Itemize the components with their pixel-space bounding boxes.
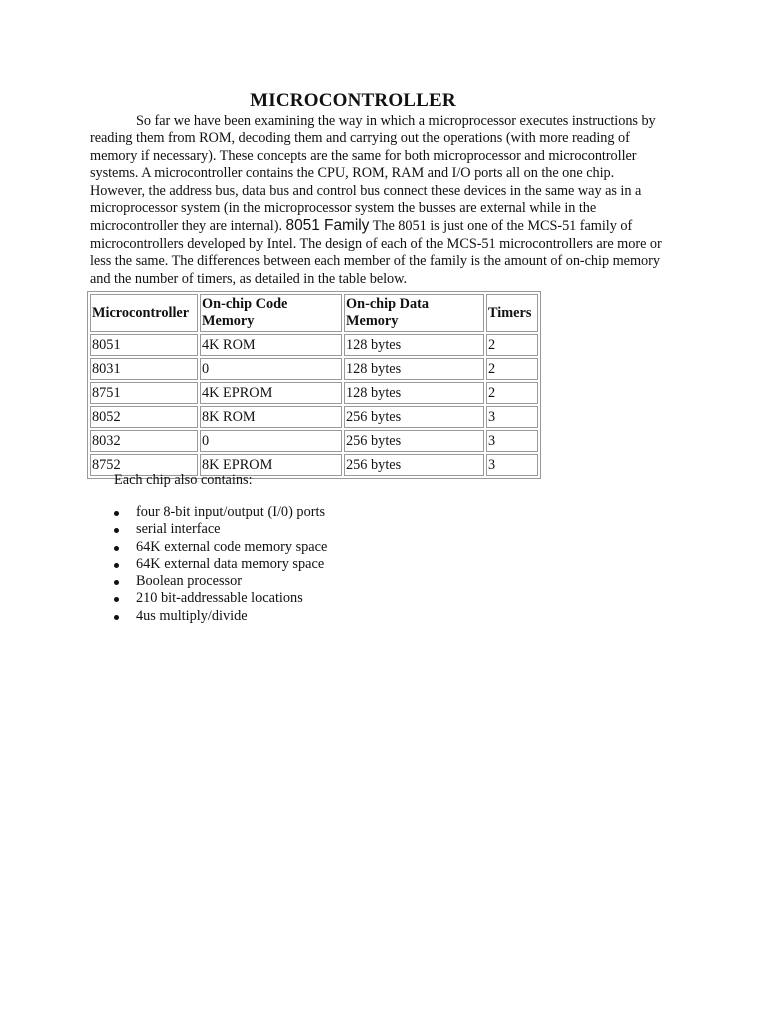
cell-microcontroller: 8052	[90, 406, 198, 428]
list-item-text: 64K external code memory space	[136, 538, 328, 555]
bullet-icon	[114, 615, 119, 620]
list-item-text: Boolean processor	[136, 573, 243, 590]
header-timers: Timers	[486, 294, 538, 332]
cell-data-memory: 128 bytes	[344, 334, 484, 356]
intro-paragraph	[90, 113, 670, 288]
table-row	[90, 334, 538, 356]
cell-timers: 3	[486, 406, 538, 428]
cell-code-memory: 4K EPROM	[200, 382, 342, 404]
cell-timers: 2	[486, 358, 538, 380]
table-row	[90, 430, 538, 452]
header-data-memory: On-chip Data Memory	[344, 294, 484, 332]
list-item	[94, 504, 327, 521]
list-item	[94, 521, 327, 538]
list-item-text: 4us multiply/divide	[136, 607, 248, 624]
list-item-text: 210 bit-addressable locations	[136, 590, 303, 607]
cell-timers: 2	[486, 334, 538, 356]
bullet-icon	[114, 511, 119, 516]
cell-code-memory: 8K EPROM	[200, 454, 342, 476]
page-title: MICROCONTROLLER	[250, 90, 456, 111]
cell-data-memory: 256 bytes	[344, 406, 484, 428]
cell-data-memory: 256 bytes	[344, 454, 484, 476]
family-heading: 8051 Family	[285, 217, 370, 235]
cell-microcontroller: 8751	[90, 382, 198, 404]
cell-timers: 2	[486, 382, 538, 404]
feature-list	[94, 504, 327, 625]
cell-microcontroller: 8032	[90, 430, 198, 452]
cell-code-memory: 8K ROM	[200, 406, 342, 428]
bullet-icon	[114, 563, 119, 568]
table-row	[90, 382, 538, 404]
intro-text: So far we have been examining the way in which a microprocessor executes instructions by reading them from ROM, decoding them and carrying out the operations (with more reading of memory if necessary). These concepts are the same for both microprocessor and microcontroller systems. A microcontroller contains the CPU, ROM, RAM and I/O ports all on the one chip. However, the address bus, data bus and control bus connect these devices in the same way as in a microprocessor system (in the microprocessor system the busses are external while in the microcontroller they are internal).	[90, 113, 656, 235]
bullet-icon	[114, 528, 119, 533]
list-item-text: 64K external data memory space	[136, 555, 325, 572]
list-item	[94, 573, 327, 590]
cell-code-memory: 0	[200, 358, 342, 380]
microcontroller-table	[87, 291, 541, 479]
cell-microcontroller: 8752	[90, 454, 198, 476]
family-text: The 8051 is just one of the MCS-51 family of microcontrollers developed by Intel. The design of each of the MCS-51 microcontrollers are more or less the same. The differences between each member of the family is the amount of on-chip memory and the number of timers, as detailed in the table below.	[90, 218, 662, 287]
bullet-icon	[114, 580, 119, 585]
cell-data-memory: 128 bytes	[344, 382, 484, 404]
table-row	[90, 358, 538, 380]
list-item	[94, 539, 327, 556]
bullet-icon	[114, 597, 119, 602]
header-microcontroller: Microcontroller	[90, 294, 198, 332]
cell-code-memory: 4K ROM	[200, 334, 342, 356]
bullet-icon	[114, 546, 119, 551]
cell-data-memory: 256 bytes	[344, 430, 484, 452]
cell-microcontroller: 8031	[90, 358, 198, 380]
list-item	[94, 556, 327, 573]
cell-code-memory: 0	[200, 430, 342, 452]
list-item-text: serial interface	[136, 521, 221, 538]
table-header-row	[90, 294, 538, 332]
list-item-text: four 8-bit input/output (I/0) ports	[136, 504, 326, 520]
cell-timers: 3	[486, 430, 538, 452]
list-item	[94, 608, 327, 625]
cell-data-memory: 128 bytes	[344, 358, 484, 380]
header-code-memory: On-chip Code Memory	[200, 294, 342, 332]
list-item	[94, 590, 327, 607]
chip-contains-label: Each chip also contains:	[114, 472, 253, 488]
table-row	[90, 406, 538, 428]
cell-microcontroller: 8051	[90, 334, 198, 356]
cell-timers: 3	[486, 454, 538, 476]
